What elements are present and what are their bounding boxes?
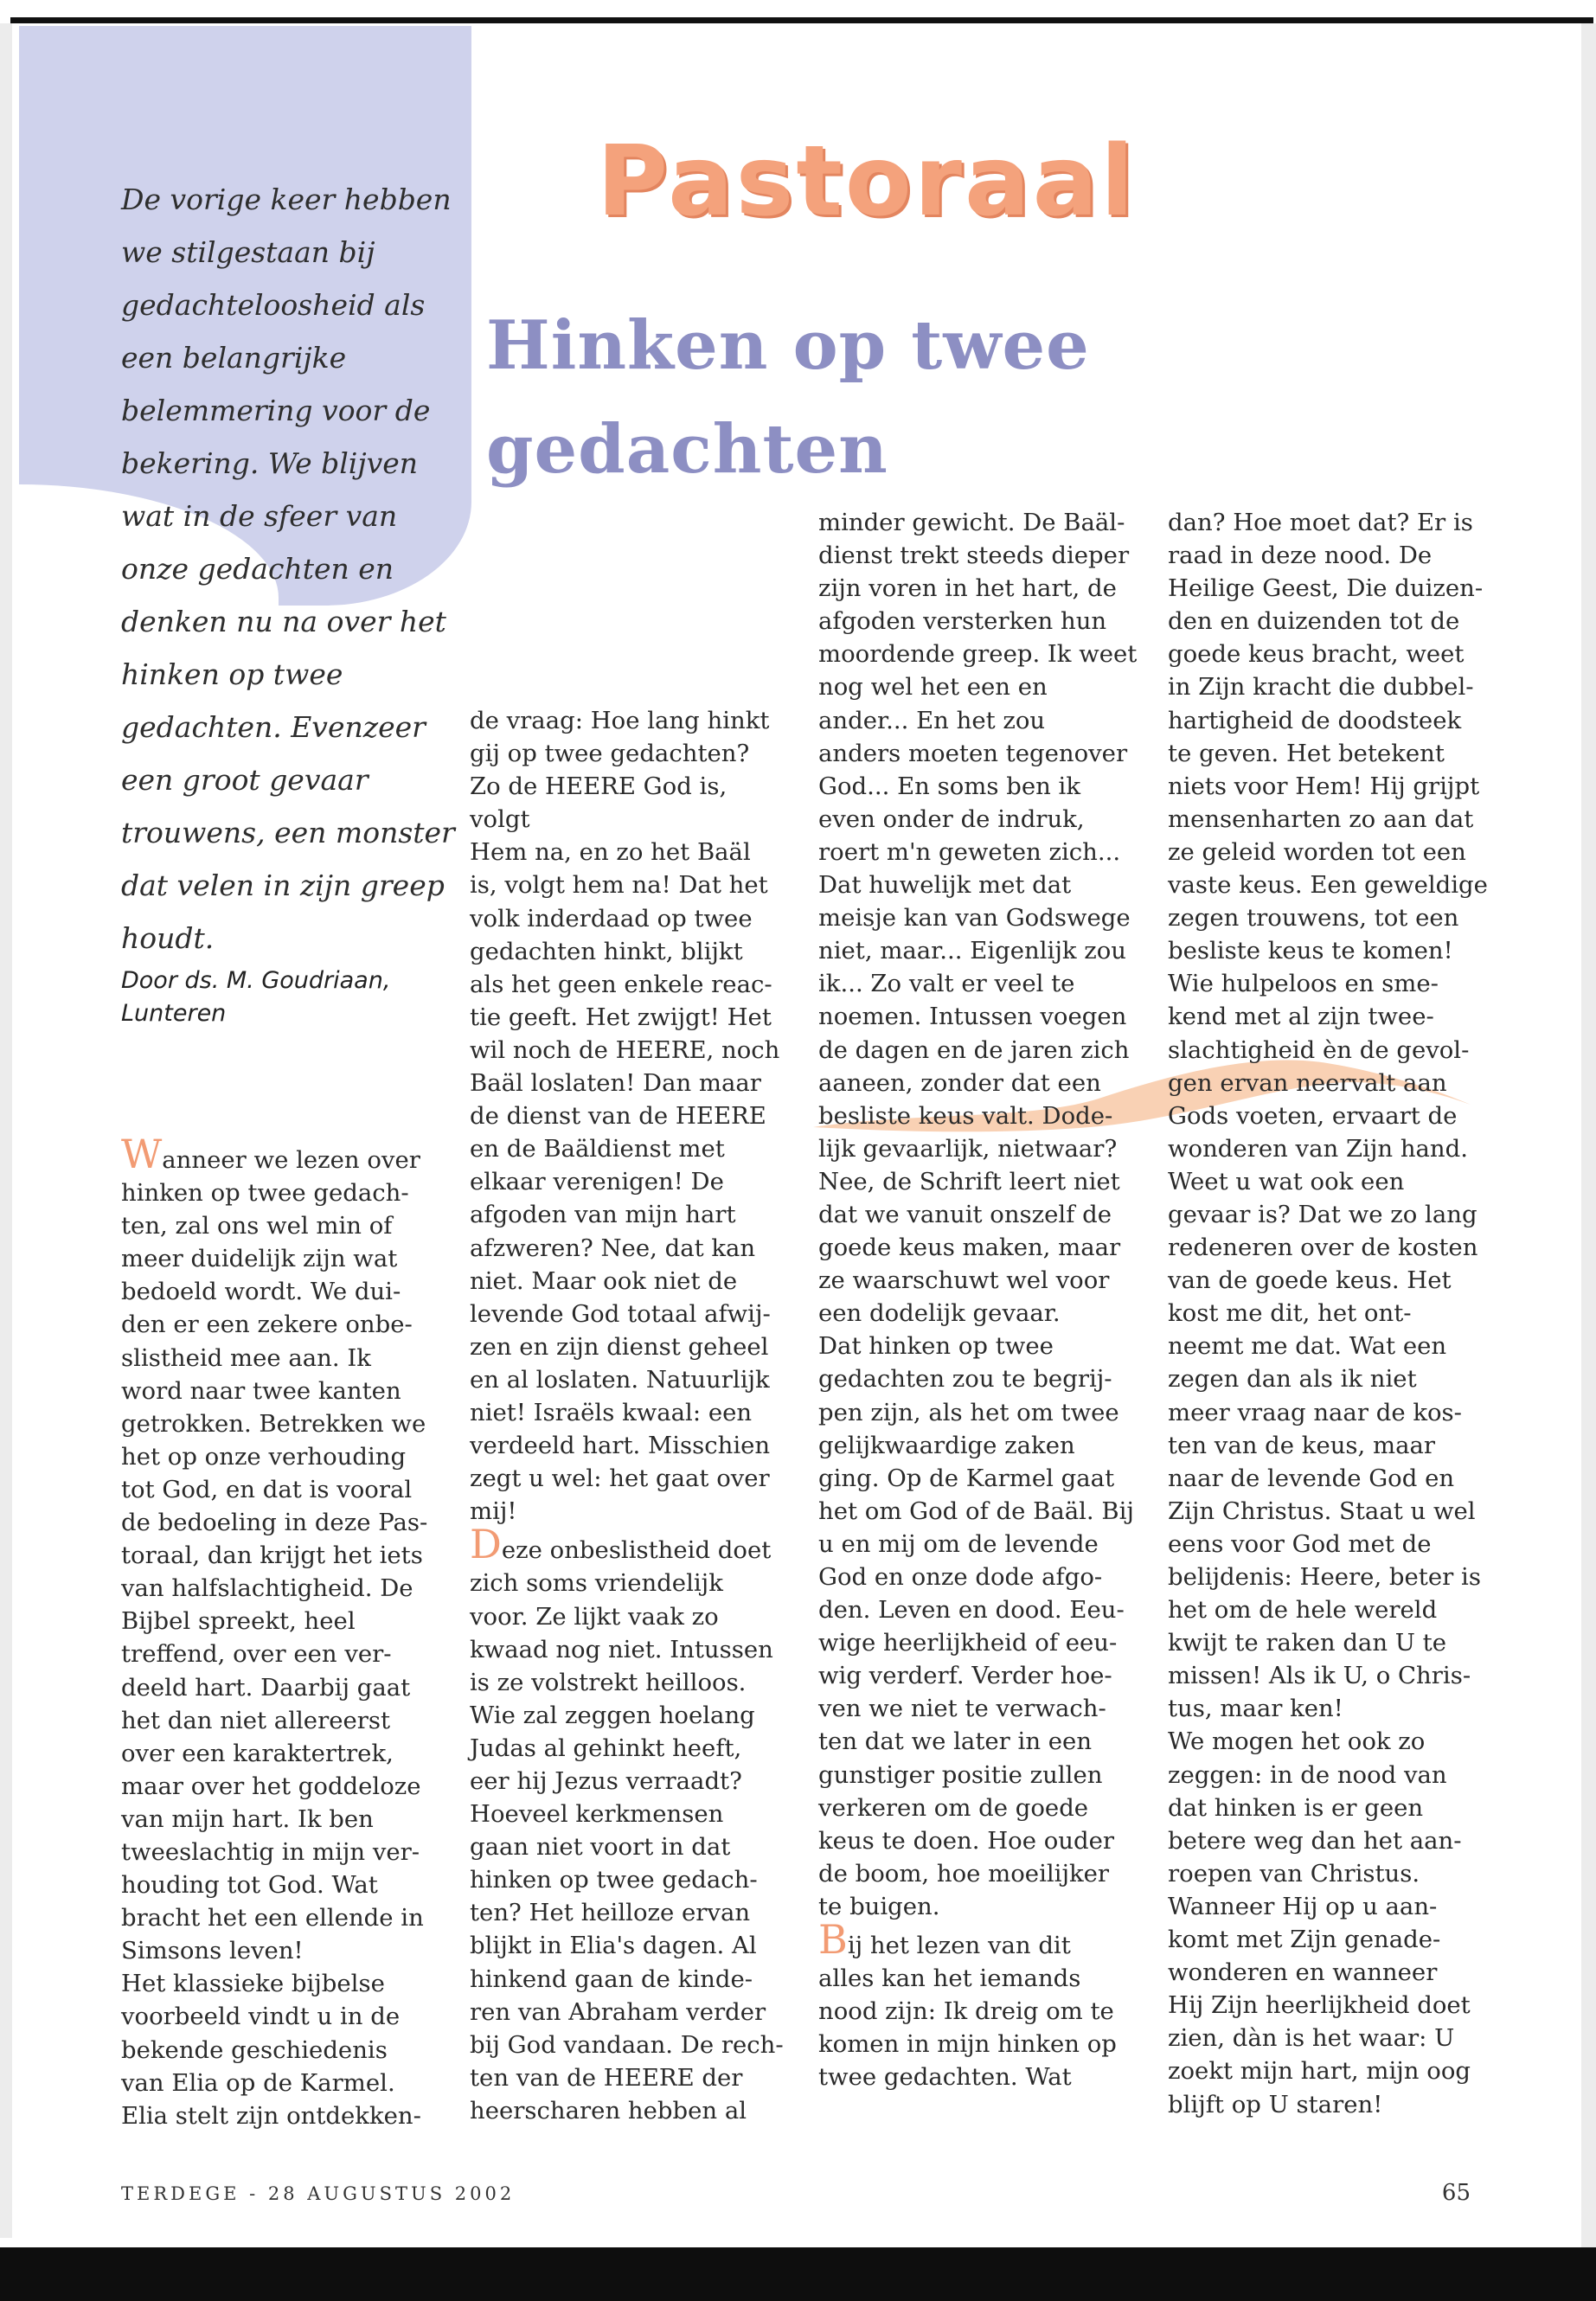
article-intro: De vorige keer hebben we stilgestaan bij gedachteloosheid als een belangrijke belemmering voor de bekering. We blijven wat in de sfeer van onze gedachten en denken nu na over het hinken op twee gedachten. Evenzeer een groot gevaar trouwens, een monster dat velen in zijn greep houdt. xyxy=(121,183,455,955)
drop-cap: B xyxy=(818,1916,848,1964)
footer-publication: TERDEGE - 28 AUGUSTUS 2002 xyxy=(121,2183,516,2204)
paragraph: dan? Hoe moet dat? Er is raad in deze nood. De Heilige Geest, Die duizen- den en duizenden tot de goede keus bracht, weet in Zijn kracht die dubbel- hartigheid de doodsteek te geven. Het betekent niets voor Hem! Hij grijpt mensenharten zo aan dat ze geleid worden tot een vaste keus. Een geweldige zegen trouwens, tot een besliste keus te komen! Wie hulpeloos en sme- kend met al zijn twee- slachtigheid èn de gevol- gen ervan neervalt aan Gods voeten, ervaart de wonderen van Zijn hand. Weet u wat ook een gevaar is? Dat we zo lang redeneren over de kosten van de goede keus. Het kost me dit, het ont- neemt me dat. Wat een zegen dan als ik niet meer vraag naar de kos- ten van de keus, maar naar de levende God en Zijn Christus. Staat u wel eens voor God met de belijdenis: Heere, beter is het om de hele wereld kwijt te raken dan U te missen! Als ik U, o Chris- tus, maar ken! We mogen het ook zo zeggen: in de nood van dat hinken is er geen betere weg dan het aan- roepen van Christus. Wanneer Hij op u aan- komt met Zijn genade- wonderen en wanneer Hij Zijn heerlijkheid doet zien, dàn is het waar: U zoekt mijn hart, mijn oog blijft op U staren! xyxy=(1168,509,1488,2118)
paragraph: anneer we lezen over hinken op twee gedach- ten, zal ons wel min of meer duidelijk zijn wat bedoeld wordt. We dui- den er een zekere onbe- slistheid mee aan. Ik word naar twee kanten getrokken. Betrekken we het op onze verhouding tot God, en dat is vooral de bedoeling in deze Pas- toraal, dan krijgt het iets van halfslachtigheid. De Bijbel spreekt, heel treffend, over een ver- deeld hart. Daarbij gaat het dan niet allereerst over een karaktertrek, maar over het goddeloze van mijn hart. Ik ben tweeslachtig in mijn ver- houding tot God. Wat bracht het een ellende in Simsons leven! Het klassieke bijbelse voorbeeld vindt u in de bekende geschiedenis van Elia op de Karmel. Elia stelt zijn ontdekken- xyxy=(121,1146,428,2130)
scan-edge-right xyxy=(1581,23,1596,2251)
paragraph: minder gewicht. De Baäl- dienst trekt steeds dieper zijn voren in het hart, de afgoden versterken hun moordende greep. Ik weet nog wel het een en ander... En het zou anders moeten tegenover God... En soms ben ik even onder de indruk, roert m'n geweten zich... Dat huwelijk met dat meisje kan van Godswege niet, maar... Eigenlijk zou ik... Zo valt er veel te noemen. Intussen voegen de dagen en de jaren zich aaneen, zonder dat een besliste keus valt. Dode- lijk gevaarlijk, nietwaar? Nee, de Schrift leert niet dat we vanuit onszelf de goede keus maken, maar ze waarschuwt wel voor een dodelijk gevaar. Dat hinken op twee gedachten zou te begrij- pen zijn, als het om twee gelijkwaardige zaken ging. Op de Karmel gaat het om God of de Baäl. Bij u en mij om de levende God en onze dode afgo- den. Leven en dood. Eeu- wige heerlijkheid of eeu- wig verderf. Verder hoe- ven we niet te verwach- ten dat we later in een gunstiger positie zullen verkeren om de goede keus te doen. Hoe ouder de boom, hoe moeilijker te buigen. xyxy=(818,509,1138,1920)
article-headline: Hinken op twee gedachten xyxy=(486,306,1090,489)
scan-edge-left xyxy=(0,23,12,2238)
article-column-4 xyxy=(1168,506,1488,2121)
article-column-2 xyxy=(470,704,790,2127)
page-number: 65 xyxy=(1441,2180,1471,2206)
paragraph: eze onbeslistheid doet zich soms vriendelijk voor. Ze lijkt vaak zo kwaad nog niet. Intussen is ze volstrekt heilloos. Wie zal zeggen hoelang Judas al gehinkt heeft, eer hij Jezus verraadt? Hoeveel kerkmensen gaan niet voort in dat hinken op twee gedach- ten? Het heilloze ervan blijkt in Elia's dagen. Al hinkend gaan de kinde- ren van Abraham verder bij God vandaan. De rech- ten van de HEERE der heerscharen hebben al xyxy=(470,1536,784,2125)
article-column-1 xyxy=(121,1131,441,2132)
byline xyxy=(121,965,458,1030)
article-column-3 xyxy=(818,506,1138,2094)
drop-cap: D xyxy=(470,1521,502,1568)
scan-margin-top xyxy=(0,0,1596,19)
byline-author: Door ds. M. Goudriaan, xyxy=(121,967,391,994)
top-rule xyxy=(10,17,1593,23)
paragraph: de vraag: Hoe lang hinkt gij op twee gedachten? Zo de HEERE God is, volgt Hem na, en zo het Baäl is, volgt hem na! Dat het volk inderdaad op twee gedachten hinkt, blijkt als het geen enkele reac- tie geeft. Het zwijgt! Het wil noch de HEERE, noch Baäl loslaten! Dan maar de dienst van de HEERE en de Baäldienst met elkaar verenigen! De afgoden van mijn hart afzweren? Nee, dat kan niet. Maar ook niet de levende God totaal afwij- zen en zijn dienst geheel en al loslaten. Natuurlijk niet! Israëls kwaal: een verdeeld hart. Misschien zegt u wel: het gaat over mij! xyxy=(470,707,780,1526)
scan-bottom-bar xyxy=(0,2247,1596,2301)
paragraph: ij het lezen van dit alles kan het iemands nood zijn: Ik dreig om te komen in mijn hinken op twee gedachten. Wat xyxy=(818,1932,1117,2092)
section-kicker: Pastoraal xyxy=(597,125,1137,238)
drop-cap: W xyxy=(121,1131,163,1177)
byline-location: Lunteren xyxy=(121,1000,227,1027)
